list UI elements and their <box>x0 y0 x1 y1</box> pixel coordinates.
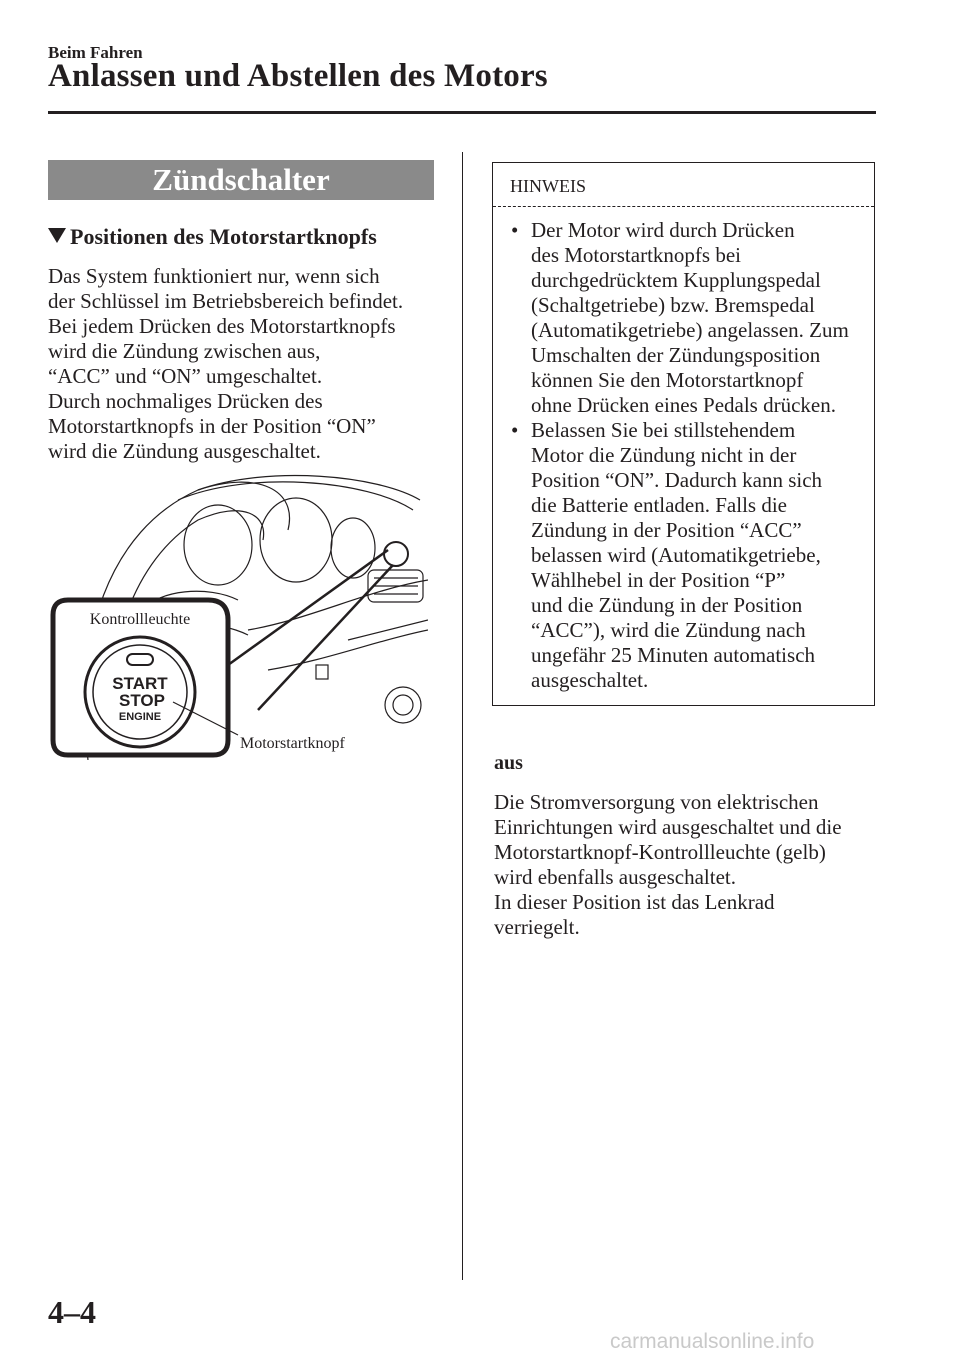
note-line-row <box>511 493 849 518</box>
paragraph-line: verriegelt. <box>494 915 580 939</box>
note-line: durchgedrücktem Kupplungspedal <box>531 268 821 292</box>
paragraph-line: Durch nochmaliges Drücken des <box>48 389 323 413</box>
note-line-row <box>511 243 849 268</box>
note-line: Motor die Zündung nicht in der <box>531 443 797 467</box>
paragraph-line: In dieser Position ist das Lenkrad <box>494 890 775 914</box>
control-knob <box>385 687 421 723</box>
triangle-icon <box>48 228 66 243</box>
note-line-row <box>511 568 849 593</box>
subheading <box>48 224 377 250</box>
note-line: ungefähr 25 Minuten automatisch <box>531 643 816 667</box>
note-line: (Schaltgetriebe) bzw. Bremspedal <box>531 293 815 317</box>
callout-line <box>228 550 388 665</box>
note-line-row <box>511 343 849 368</box>
callout-line <box>258 565 393 710</box>
note-line: können Sie den Motorstartknopf <box>531 368 804 392</box>
note-line-row <box>511 368 849 393</box>
note-line: Zündung in der Position “ACC” <box>531 518 802 542</box>
button-text-start: START <box>112 674 168 693</box>
note-box <box>492 162 875 706</box>
control-knob-inner <box>393 695 413 715</box>
dash-line <box>348 620 428 640</box>
note-line-row <box>511 668 849 693</box>
column-divider <box>462 152 463 1280</box>
button-text-engine: ENGINE <box>118 711 162 723</box>
paragraph-line: wird ebenfalls ausgeschaltet. <box>494 865 736 889</box>
gauge-right <box>331 518 375 578</box>
indicator-light-icon <box>127 654 153 665</box>
note-separator <box>493 206 874 207</box>
aus-heading: aus <box>494 752 523 774</box>
page-title: Anlassen und Abstellen des Motors <box>48 58 548 94</box>
paragraph-line: wird die Zündung ausgeschaltet. <box>48 439 321 463</box>
note-line: (Automatikgetriebe) angelassen. Zum <box>531 318 849 342</box>
subheading-text: Positionen des Motorstartknopfs <box>70 224 377 249</box>
paragraph-line: Das System funktioniert nur, wenn sich <box>48 264 380 288</box>
note-line: und die Zündung in der Position <box>531 593 803 617</box>
note-line-row <box>511 268 849 293</box>
note-line: Der Motor wird durch Drücken <box>531 218 795 242</box>
paragraph-line: Bei jedem Drücken des Motorstartknopfs <box>48 314 396 338</box>
gauge-left <box>184 505 252 585</box>
start-button-dash-icon <box>384 542 408 566</box>
paragraph-line: Motorstartknopf-Kontrollleuchte (gelb) <box>494 840 826 864</box>
note-line: des Motorstartknopfs bei <box>531 243 741 267</box>
note-line-row <box>511 318 849 343</box>
note-header <box>493 163 874 207</box>
note-line-row <box>511 618 849 643</box>
note-line-row <box>511 543 849 568</box>
section-banner: Zündschalter <box>48 160 434 200</box>
button-text-stop: STOP <box>119 691 165 710</box>
note-line: Belassen Sie bei stillstehendem <box>531 418 796 442</box>
note-line-row <box>511 593 849 618</box>
note-title: HINWEIS <box>510 176 586 196</box>
note-line-row <box>511 293 849 318</box>
chapter-label: Beim Fahren <box>48 43 143 62</box>
note-line: ausgeschaltet. <box>531 668 649 692</box>
note-line-row <box>511 643 849 668</box>
dash-detail <box>316 665 328 679</box>
note-line-row <box>511 393 849 418</box>
note-body <box>511 218 849 693</box>
bullet-icon: • <box>511 418 519 442</box>
dash-line <box>268 630 428 670</box>
paragraph-line: Motorstartknopfs in der Position “ON” <box>48 414 376 438</box>
watermark[interactable]: carmanualsonline.info <box>610 1330 815 1353</box>
note-line: Position “ON”. Dadurch kann sich <box>531 468 823 492</box>
paragraph-line: Die Stromversorgung von elektrischen <box>494 790 819 814</box>
dashboard-illustration <box>48 470 428 760</box>
paragraph-line: “ACC” und “ON” umgeschaltet. <box>48 364 323 388</box>
note-item <box>511 218 849 243</box>
note-line-row <box>511 518 849 543</box>
bullet-icon: • <box>511 218 519 242</box>
note-line: Wählhebel in der Position “P” <box>531 568 786 592</box>
aus-paragraph <box>494 790 842 940</box>
gauge-center <box>260 498 332 582</box>
note-line: Umschalten der Zündungsposition <box>531 343 821 367</box>
paragraph-line: wird die Zündung zwischen aus, <box>48 339 321 363</box>
note-line-row <box>511 468 849 493</box>
label-motorstartknopf: Motorstartknopf <box>240 735 345 752</box>
paragraph-line: der Schlüssel im Betriebsbereich befindet. <box>48 289 404 313</box>
note-line: “ACC”), wird die Zündung nach <box>531 618 806 642</box>
page-number: 4–4 <box>48 1294 96 1330</box>
note-line-row <box>511 443 849 468</box>
label-kontrollleuchte: Kontrollleuchte <box>89 611 191 628</box>
note-item <box>511 418 849 443</box>
paragraph-line: Einrichtungen wird ausgeschaltet und die <box>494 815 842 839</box>
note-line: belassen wird (Automatikgetriebe, <box>531 543 821 567</box>
intro-paragraph <box>48 264 403 464</box>
note-line: die Batterie entladen. Falls die <box>531 493 787 517</box>
note-line: ohne Drücken eines Pedals drücken. <box>531 393 836 417</box>
dash-edge <box>198 476 420 500</box>
header-rule <box>48 111 876 114</box>
